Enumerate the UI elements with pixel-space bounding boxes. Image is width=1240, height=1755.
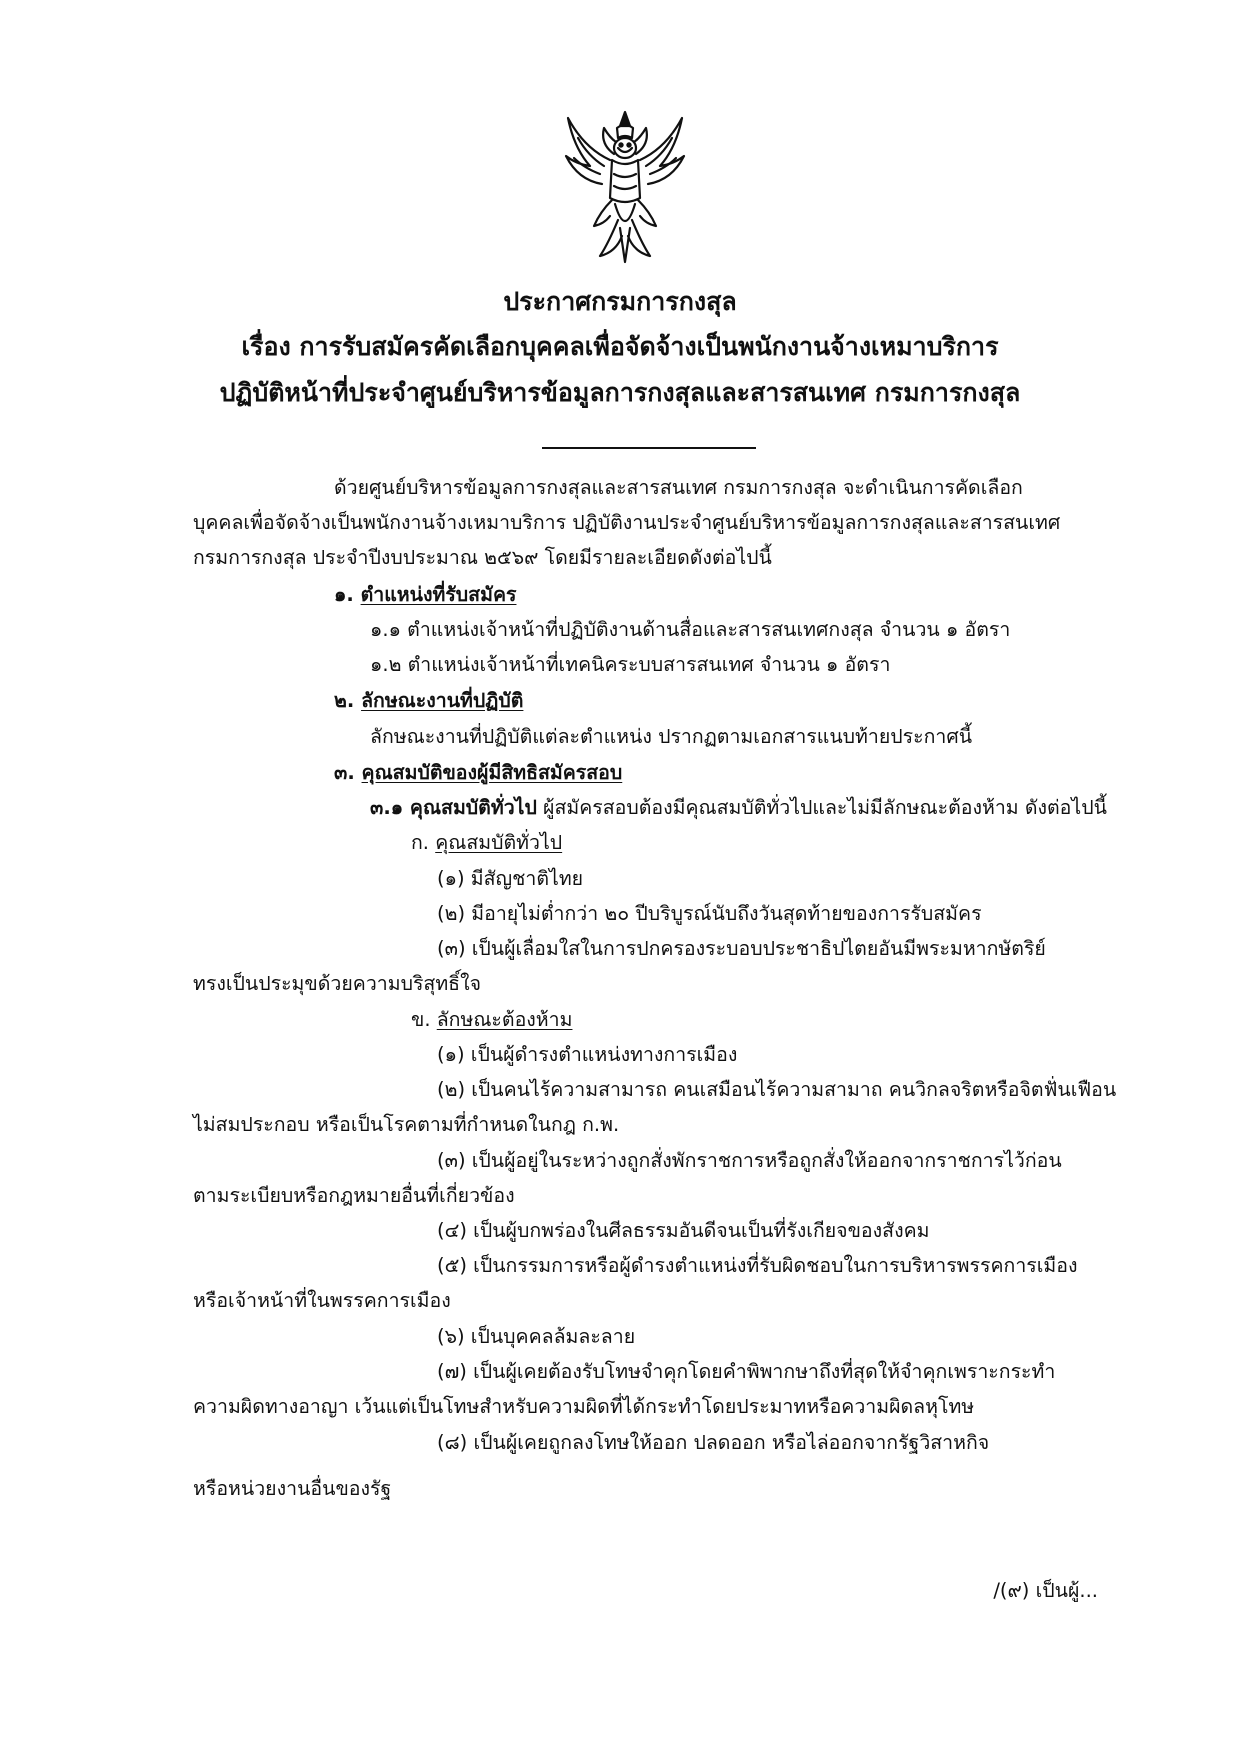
section-3-1-line: [370, 795, 1107, 821]
qualification-2: (๒) มีอายุไม่ต่ำกว่า ๒๐ ปีบริบูรณ์นับถึงวันสุดท้ายของการรับสมัคร: [437, 902, 982, 925]
prohibition-3-cont: ตามระเบียบหรือกฎหมายอื่นที่เกี่ยวข้อง: [193, 1184, 515, 1207]
sub-a-title: คุณสมบัติทั่วไป: [435, 831, 563, 854]
garuda-emblem-icon: [560, 108, 690, 268]
section-3-1-text: ผู้สมัครสอบต้องมีคุณสมบัติทั่วไปและไม่มีลักษณะต้องห้าม ดังต่อไปนี้: [543, 796, 1107, 819]
prohibition-3: (๓) เป็นผู้อยู่ในระหว่างถูกสั่งพักราชการหรือถูกสั่งให้ออกจากราชการไว้ก่อน: [437, 1149, 1062, 1172]
prohibition-8: (๘) เป็นผู้เคยถูกลงโทษให้ออก ปลดออก หรือไล่ออกจากรัฐวิสาหกิจ: [437, 1431, 990, 1454]
prohibition-7: (๗) เป็นผู้เคยต้องรับโทษจำคุกโดยคำพิพากษาถึงที่สุดให้จำคุกเพราะกระทำ: [437, 1360, 1056, 1383]
section-2-heading: [334, 688, 523, 714]
section-1-number: ๑.: [334, 583, 354, 606]
prohibition-1: (๑) เป็นผู้ดำรงตำแหน่งทางการเมือง: [437, 1043, 738, 1066]
prohibition-2: (๒) เป็นคนไร้ความสามารถ คนเสมือนไร้ความสามาถ คนวิกลจริตหรือจิตฟั่นเฟือน: [437, 1078, 1117, 1101]
intro-line-1: ด้วยศูนย์บริหารข้อมูลการกงสุลและสารสนเทศ กรมการกงสุล จะดำเนินการคัดเลือก: [334, 476, 1023, 499]
section-3-title: คุณสมบัติของผู้มีสิทธิสมัครสอบ: [361, 761, 623, 784]
intro-line-2: บุคคลเพื่อจัดจ้างเป็นพนักงานจ้างเหมาบริการ ปฏิบัติงานประจำศูนย์บริหารข้อมูลการกงสุลและสารสนเทศ: [193, 511, 1061, 534]
sub-b-title: ลักษณะต้องห้าม: [436, 1008, 573, 1031]
intro-line-3: กรมการกงสุล ประจำปีงบประมาณ ๒๕๖๙ โดยมีรายละเอียดดังต่อไปนี้: [193, 546, 772, 569]
title-divider: [542, 447, 756, 449]
prohibition-7-cont: ความผิดทางอาญา เว้นแต่เป็นโทษสำหรับความผิดที่ได้กระทำโดยประมาทหรือความผิดลหุโทษ: [193, 1395, 975, 1418]
announcement-subject: เรื่อง การรับสมัครคัดเลือกบุคคลเพื่อจัดจ้างเป็นพนักงานจ้างเหมาบริการ: [241, 332, 999, 361]
section-3-heading: [334, 760, 622, 786]
prohibition-5: (๕) เป็นกรรมการหรือผู้ดำรงตำแหน่งที่รับผิดชอบในการบริหารพรรคการเมือง: [437, 1254, 1078, 1277]
prohibition-6: (๖) เป็นบุคคลล้มละลาย: [437, 1325, 636, 1348]
prohibition-8-cont: หรือหน่วยงานอื่นของรัฐ: [193, 1477, 392, 1500]
sub-a-heading: [411, 830, 562, 856]
position-2: ๑.๒ ตำแหน่งเจ้าหน้าที่เทคนิคระบบสารสนเทศ จำนวน ๑ อัตรา: [370, 653, 891, 676]
qualification-3: (๓) เป็นผู้เลื่อมใสในการปกครองระบอบประชาธิปไตยอันมีพระมหากษัตริย์: [437, 937, 1046, 960]
section-3-number: ๓.: [334, 761, 355, 784]
sub-b-heading: [411, 1007, 572, 1033]
section-2-title: ลักษณะงานที่ปฏิบัติ: [361, 689, 524, 712]
announcement-title: ประกาศกรมการกงสุล: [503, 287, 737, 316]
qualification-3-cont: ทรงเป็นประมุขด้วยความบริสุทธิ์ใจ: [193, 972, 482, 995]
page-continuation: /(๙) เป็นผู้...: [993, 1579, 1098, 1602]
section-2-number: ๒.: [334, 689, 355, 712]
prohibition-5-cont: หรือเจ้าหน้าที่ในพรรคการเมือง: [193, 1289, 451, 1312]
section-2-text: ลักษณะงานที่ปฏิบัติแต่ละตำแหน่ง ปรากฏตามเอกสารแนบท้ายประกาศนี้: [370, 725, 973, 748]
prohibition-4: (๔) เป็นผู้บกพร่องในศีลธรรมอันดีจนเป็นที่รังเกียจของสังคม: [437, 1219, 930, 1242]
sub-a-label: ก.: [411, 831, 430, 854]
qualification-1: (๑) มีสัญชาติไทย: [437, 867, 584, 890]
sub-b-label: ข.: [411, 1008, 431, 1031]
prohibition-2-cont: ไม่สมประกอบ หรือเป็นโรคตามที่กำหนดในกฎ ก.พ.: [193, 1113, 620, 1136]
section-1-heading: [334, 582, 516, 608]
position-1: ๑.๑ ตำแหน่งเจ้าหน้าที่ปฏิบัติงานด้านสื่อและสารสนเทศกงสุล จำนวน ๑ อัตรา: [370, 618, 1011, 641]
section-3-1-heading: ๓.๑ คุณสมบัติทั่วไป: [370, 796, 537, 819]
section-1-title: ตำแหน่งที่รับสมัคร: [360, 583, 517, 606]
announcement-subject-line2: ปฏิบัติหน้าที่ประจำศูนย์บริหารข้อมูลการกงสุลและสารสนเทศ กรมการกงสุล: [219, 378, 1021, 407]
